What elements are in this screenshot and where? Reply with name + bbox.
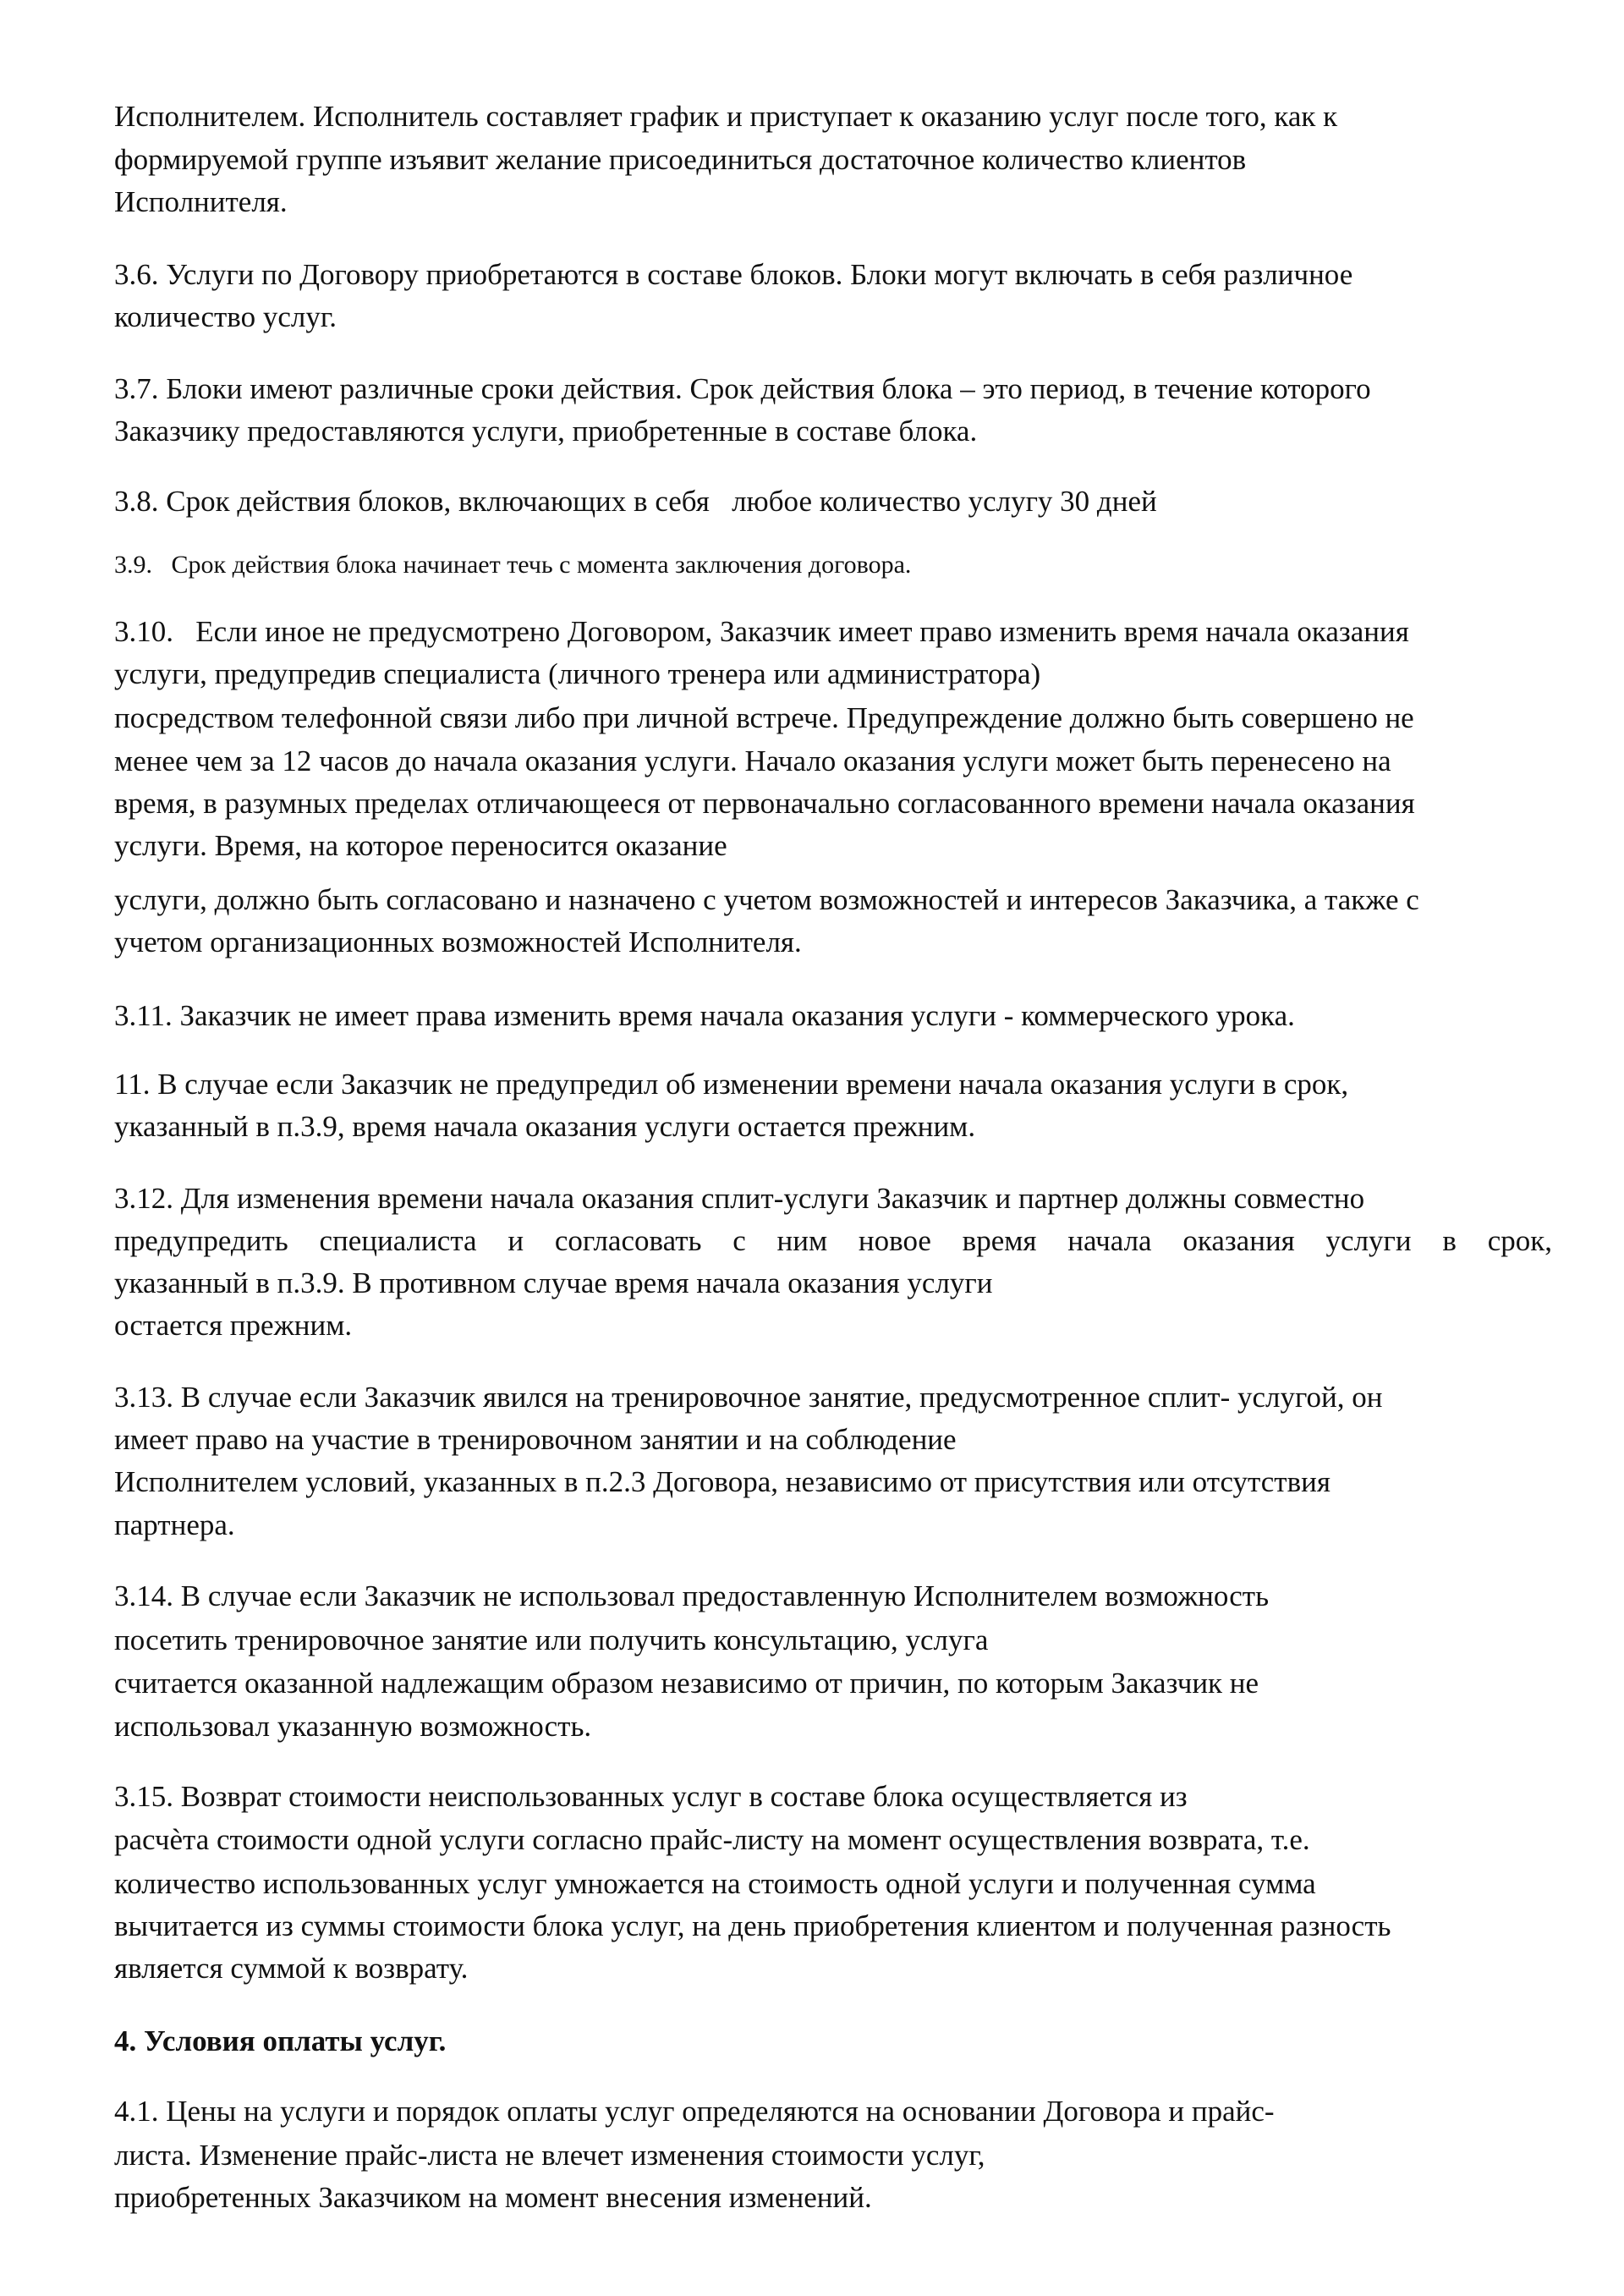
text-line: 3.14. В случае если Заказчик не использовал предоставленную Исполнителем возможность	[114, 1579, 1270, 1612]
text-line: 3.15. Возврат стоимости неиспользованных услуг в составе блока осуществляется из	[114, 1780, 1188, 1813]
text-line: Исполнителем. Исполнитель составляет график и приступает к оказанию услуг после того, как к	[114, 100, 1338, 133]
text-line: считается оказанной надлежащим образом независимо от причин, по которым Заказчик не	[114, 1667, 1259, 1700]
text-line: является суммой к возврату.	[114, 1952, 469, 1985]
text-line: 4. Условия оплаты услуг.	[114, 2024, 447, 2057]
text-line: услуги, должно быть согласовано и назначено с учетом возможностей и интересов Заказчика, а также с	[114, 883, 1419, 916]
text-line: Исполнителя.	[114, 185, 288, 218]
text-line: 4.1. Цены на услуги и порядок оплаты услуг определяются на основании Договора и прайс-	[114, 2095, 1275, 2128]
text-line: 3.13. В случае если Заказчик явился на тренировочное занятие, предусмотренное сплит- услугой, он	[114, 1381, 1383, 1414]
text-line: листа. Изменение прайс-листа не влечет изменения стоимости услуг,	[114, 2139, 985, 2172]
text-line: указанный в п.3.9, время начала оказания услуги остается прежним.	[114, 1110, 976, 1143]
text-line: 3.12. Для изменения времени начала оказания сплит-услуги Заказчик и партнер должны совместно	[114, 1182, 1365, 1215]
text-line: Заказчику предоставляются услуги, приобретенные в составе блока.	[114, 415, 978, 448]
text-line: 3.10. Если иное не предусмотрено Договором, Заказчик имеет право изменить время начала оказания	[114, 615, 1409, 648]
text-line: 3.6. Услуги по Договору приобретаются в составе блоков. Блоки могут включать в себя различное	[114, 258, 1353, 291]
text-line: имеет право на участие в тренировочном занятии и на соблюдение	[114, 1423, 957, 1456]
text-line: использовал указанную возможность.	[114, 1710, 592, 1743]
text-line: остается прежним.	[114, 1309, 353, 1342]
text-line: указанный в п.3.9. В противном случае время начала оказания услуги	[114, 1266, 993, 1299]
text-line: 3.7. Блоки имеют различные сроки действия. Срок действия блока – это период, в течение которого	[114, 372, 1371, 405]
text-line: партнера.	[114, 1508, 235, 1541]
text-line: посетить тренировочное занятие или получить консультацию, услуга	[114, 1623, 989, 1656]
text-line: посредством телефонной связи либо при личной встрече. Предупреждение должно быть совершено не	[114, 701, 1414, 734]
text-line: 3.8. Срок действия блоков, включающих в себя любое количество услугу 30 дней	[114, 485, 1157, 518]
text-line: расчѐта стоимости одной услуги согласно прайс-листу на момент осуществления возврата, т.е.	[114, 1823, 1310, 1856]
text-line: количество услуг.	[114, 300, 337, 333]
text-line: 11. В случае если Заказчик не предупредил об изменении времени начала оказания услуги в срок,	[114, 1068, 1349, 1101]
text-line: услуги, предупредив специалиста (личного тренера или администратора)	[114, 657, 1041, 690]
text-line: менее чем за 12 часов до начала оказания услуги. Начало оказания услуги может быть перенесено на	[114, 744, 1391, 777]
text-line: вычитается из суммы стоимости блока услуг, на день приобретения клиентом и полученная разность	[114, 1909, 1391, 1942]
text-line: учетом организационных возможностей Исполнителя.	[114, 926, 802, 958]
text-line: время, в разумных пределах отличающееся от первоначально согласованного времени начала оказания	[114, 787, 1415, 820]
text-line: услуги. Время, на которое переносится оказание	[114, 829, 727, 862]
text-line: приобретенных Заказчиком на момент внесения изменений.	[114, 2181, 872, 2214]
text-line: 3.9. Срок действия блока начинает течь с момента заключения договора.	[114, 551, 912, 579]
text-line: предупредить специалиста и согласовать с ним новое время начала оказания услуги в срок,	[114, 1224, 1552, 1257]
text-line: формируемой группе изъявит желание присоединиться достаточное количество клиентов	[114, 143, 1247, 176]
text-line: количество использованных услуг умножается на стоимость одной услуги и полученная сумма	[114, 1867, 1316, 1900]
text-line: Исполнителем условий, указанных в п.2.3 Договора, независимо от присутствия или отсутствия	[114, 1465, 1330, 1498]
text-line: 3.11. Заказчик не имеет права изменить время начала оказания услуги - коммерческого урока.	[114, 999, 1295, 1032]
